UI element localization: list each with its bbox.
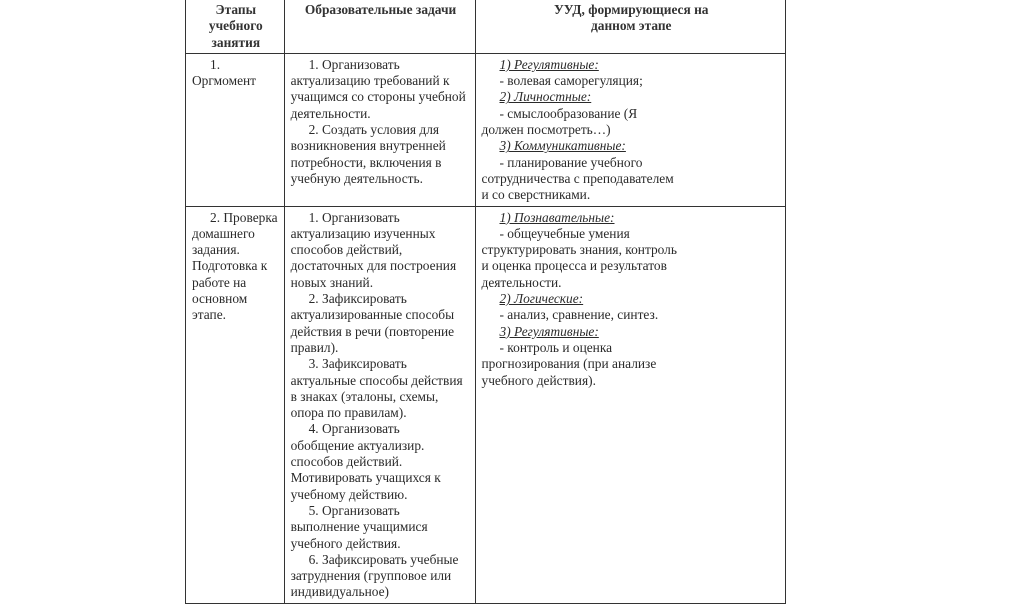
cell-text-line: актуализированные способы (290, 307, 455, 323)
lesson-stages-table (185, 0, 786, 604)
cell-text-line: работе на (192, 274, 247, 290)
table-row (186, 206, 786, 603)
cell-text-line: правил). (290, 339, 339, 355)
header-row (186, 0, 786, 53)
cell-text-line: 1. (210, 56, 221, 72)
cell-text-line: 2. Создать условия для (308, 122, 440, 138)
cell-stage (186, 206, 285, 603)
cell-text-line: основном (192, 291, 248, 307)
uud-category-heading: 3) Регулятивные: (499, 323, 599, 339)
cell-text-line: - волевая саморегуляция; (499, 73, 643, 89)
table-row (186, 53, 786, 206)
cell-text-line: учебного действия). (481, 372, 596, 388)
cell-text-line: новых знаний. (290, 274, 374, 290)
cell-text-line: учебного действия. (290, 535, 401, 551)
cell-stage (186, 53, 285, 206)
cell-uud (475, 53, 786, 206)
header-line: данном этапе (590, 18, 672, 34)
cell-text-line: и оценка процесса и результатов (481, 258, 667, 274)
cell-text-line: - смыслообразование (Я (499, 105, 638, 121)
cell-text-line: достаточных для построения (290, 258, 457, 274)
cell-uud (475, 206, 786, 603)
cell-text-line: 6. Зафиксировать учебные (308, 551, 459, 567)
cell-text-line: способов действий, (290, 242, 403, 258)
cell-text-line: потребности, включения в (290, 154, 442, 170)
cell-tasks (284, 53, 475, 206)
cell-text-line: - контроль и оценка (499, 339, 613, 355)
header-tasks (284, 0, 475, 53)
cell-text-line: этапе. (192, 307, 226, 323)
cell-text-line: действия в речи (повторение (290, 323, 455, 339)
cell-text-line: актуальные способы действия (290, 372, 463, 388)
cell-text-line: 2. Проверка (210, 209, 278, 225)
cell-text-line: учебному действию. (290, 486, 408, 502)
cell-text-line: Мотивировать учащихся к (290, 470, 441, 486)
cell-text-line: прогнозирования (при анализе (481, 356, 657, 372)
cell-text-line: Оргмомент (192, 73, 257, 89)
cell-text-line: 1. Организовать (308, 209, 400, 225)
header-uud (475, 0, 786, 53)
header-line: Этапы (215, 2, 257, 17)
cell-text-line: в знаках (эталоны, схемы, (290, 388, 439, 404)
cell-text-line: - общеучебные умения (499, 225, 630, 241)
header-line: УУД, формирующиеся на (553, 2, 709, 17)
cell-text-line: - анализ, сравнение, синтез. (499, 307, 659, 323)
cell-text-line: деятельности. (290, 105, 371, 121)
cell-text-line: актуализацию изученных (290, 225, 436, 241)
cell-text-line: возникновения внутренней (290, 138, 446, 154)
cell-text-line: задания. (192, 242, 240, 258)
cell-text-line: выполнение учащимися (290, 519, 428, 535)
uud-category-heading: 1) Регулятивные: (499, 56, 599, 72)
cell-text-line: сотрудничества с преподавателем (481, 170, 674, 186)
cell-text-line: и со сверстниками. (481, 187, 591, 203)
cell-text-line: 3. Зафиксировать (308, 356, 407, 372)
cell-text-line: должен посмотреть…) (481, 122, 611, 138)
cell-text-line: учебную деятельность. (290, 170, 423, 186)
uud-category-heading: 2) Личностные: (499, 89, 592, 105)
cell-text-line: опора по правилам). (290, 405, 407, 421)
uud-category-heading: 3) Коммуникативные: (499, 138, 626, 154)
header-stage (186, 0, 285, 53)
header-line: занятия (211, 34, 261, 50)
cell-text-line: 4. Организовать (308, 421, 400, 437)
cell-text-line: обобщение актуализир. (290, 437, 425, 453)
cell-tasks (284, 206, 475, 603)
cell-text-line: деятельности. (481, 274, 562, 290)
cell-text-line: домашнего (192, 225, 255, 241)
cell-text-line: затруднения (групповое или (290, 568, 452, 584)
cell-text-line: индивидуальное) (290, 584, 390, 600)
cell-text-line: способов действий. (290, 454, 403, 470)
cell-text-line: 5. Организовать (308, 502, 400, 518)
cell-text-line: структурировать знания, контроль (481, 242, 677, 258)
cell-text-line: 2. Зафиксировать (308, 291, 407, 307)
cell-text-line: учащимся со стороны учебной (290, 89, 466, 105)
uud-category-heading: 2) Логические: (499, 291, 584, 307)
cell-text-line: - планирование учебного (499, 154, 643, 170)
header-line: учебного (208, 18, 263, 34)
cell-text-line: 1. Организовать (308, 56, 400, 72)
header-line: Образовательные задачи (304, 2, 457, 17)
uud-category-heading: 1) Познавательные: (499, 209, 615, 225)
cell-text-line: Подготовка к (192, 258, 268, 274)
cell-text-line: актуализацию требований к (290, 73, 450, 89)
